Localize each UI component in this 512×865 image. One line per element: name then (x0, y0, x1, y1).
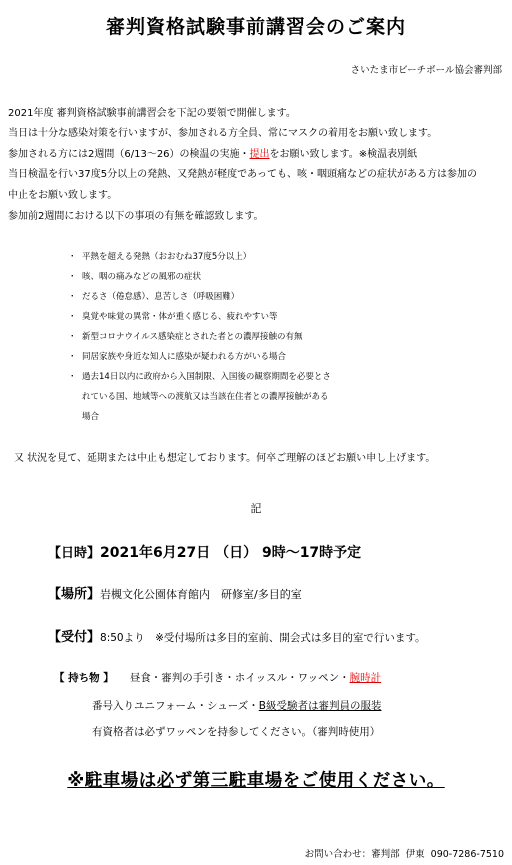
items-line-2: 番号入りユニフォーム・シューズ・ (92, 700, 259, 712)
intro-line-2: 当日は十分な感染対策を行いますが、参加される方全員、常にマスクの着用をお願い致します。 (8, 128, 438, 139)
bullet-mark: ・ (68, 272, 77, 282)
ki-heading: 記 (250, 502, 262, 515)
intro-line-1: 2021年度 審判資格試験事前講習会を下記の要領で開催します。 (8, 108, 296, 119)
contact-label: お問い合わせ：審判部 (304, 849, 400, 860)
checklist-item-text: 咳、咽の痛みなどの風邪の症状 (82, 272, 202, 282)
place-label: 【場所】 (48, 587, 101, 602)
checklist-item-text: 過去14日以内に政府から入国制限、入国後の観察期間を必要とさ (82, 372, 331, 382)
contact-info (305, 846, 504, 860)
items-line-3: 有資格者は必ずワッペンを持参してください。（審判時使用） (92, 726, 381, 738)
organization-name: さいたま市ビーチボール協会審判部 (350, 65, 502, 76)
checklist-item-text: 平熱を超える発熱（おおむね37度5分以上） (82, 252, 252, 262)
checklist-item (68, 312, 331, 323)
checklist-item (68, 252, 331, 263)
date-value: 2021年6月27日 （日） 9時～17時予定 (100, 545, 362, 561)
contact-name: 伊東 (405, 849, 425, 860)
checklist-item-text: 場合 (82, 412, 100, 422)
checklist-item-text: れている国、地域等への渡航又は当該在住者との濃厚接触がある (82, 392, 329, 402)
place-value: 岩槻文化公園体育館内 研修室/多目的室 (100, 588, 302, 601)
checklist-item (68, 367, 331, 427)
page-title: 審判資格試験事前講習会のご案内 (105, 16, 406, 38)
bullet-mark: ・ (68, 252, 77, 262)
checklist-item-text: 臭覚や味覚の異常・体が重く感じる、疲れやすい等 (82, 312, 278, 322)
items-row (54, 670, 381, 685)
bullet-mark: ・ (68, 312, 77, 322)
reception-value: 8:50より ※受付場所は多目的室前、開会式は多目的室で行います。 (100, 632, 426, 644)
bullet-mark: ・ (68, 332, 77, 342)
intro-line-4: 当日検温を行い37度5分以上の発熱、又発熱が軽度であっても、咳・咽頭痛などの症状がある方は参加の (8, 169, 477, 180)
items-watch-highlight: 腕時計 (349, 672, 382, 684)
postpone-notice: 又 状況を見て、延期または中止も想定しております。何卒ご理解のほどお願い申し上げます。 (14, 453, 436, 464)
reception-label: 【受付】 (48, 630, 101, 645)
checklist-item (68, 332, 331, 343)
items-label: 【 持ち物 】 (54, 672, 114, 684)
intro-line-3 (8, 148, 417, 162)
intro-line-6: 参加前2週間における以下の事項の有無を確認致します。 (8, 211, 264, 222)
bullet-mark: ・ (68, 352, 77, 362)
bullet-mark: ・ (68, 292, 77, 302)
date-label: 【日時】 (48, 546, 101, 561)
parking-notice: ※駐車場は必ず第三駐車場をご使用ください。 (67, 771, 445, 791)
place-row (48, 583, 302, 602)
intro-line-3-a: 参加される方には2週間（6/13～26）の検温の実施・ (8, 149, 250, 160)
checklist-item (68, 272, 331, 283)
intro-line-5: 中止をお願い致します。 (8, 190, 118, 201)
reception-row (48, 626, 426, 645)
items-row-2 (92, 698, 381, 713)
checklist-item-text: だるさ（倦怠感）、息苦しさ（呼吸困難） (82, 292, 240, 302)
bullet-mark: ・ (68, 372, 77, 382)
health-checklist (68, 252, 331, 436)
checklist-item-text: 同居家族や身近な知人に感染が疑われる方がいる場合 (82, 352, 287, 362)
checklist-item-text: 新型コロナウイルス感染症とされた者との濃厚接触の有無 (82, 332, 303, 342)
contact-phone: 090-7286-7510 (430, 849, 504, 860)
checklist-item (68, 352, 331, 363)
items-b-class-note: B級受験者は審判員の服装 (258, 700, 382, 712)
checklist-item (68, 292, 331, 303)
date-row (48, 542, 361, 562)
intro-submit-highlight: 提出 (249, 149, 270, 160)
intro-line-3-b: をお願い致します。※検温表別紙 (269, 149, 418, 160)
items-line-1: 昼食・審判の手引き・ホイッスル・ワッペン・ (129, 672, 350, 684)
